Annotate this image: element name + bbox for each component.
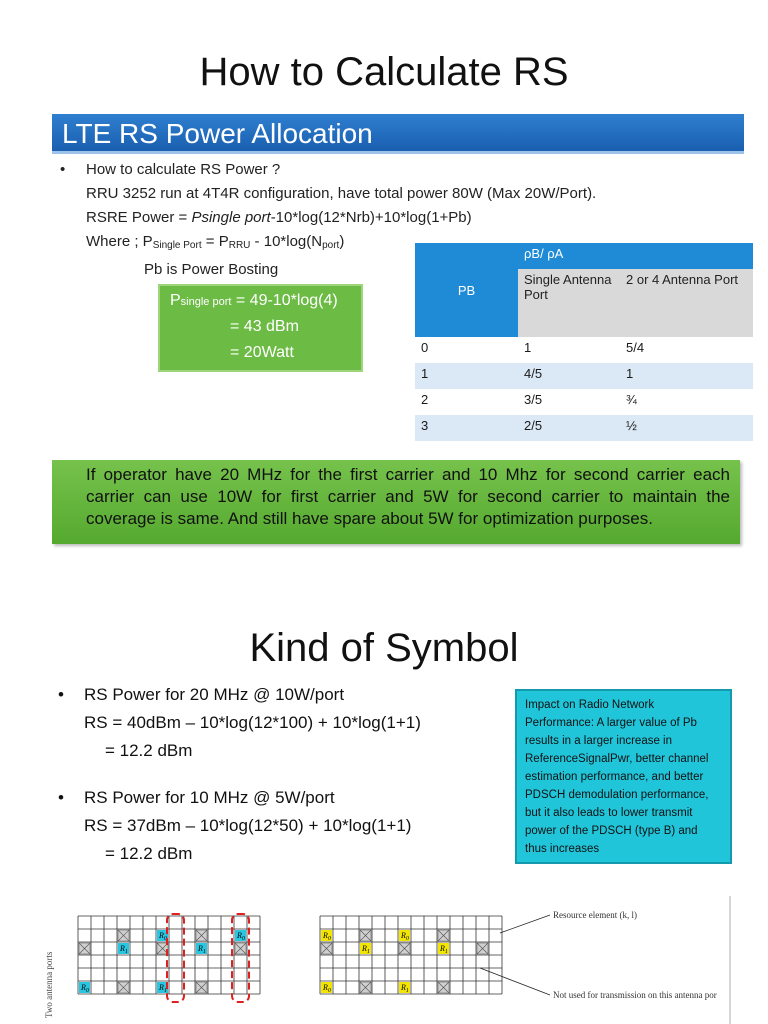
reference-signal-label: $R_0$ [323,931,331,942]
psingle-italic: Psingle port [191,209,271,226]
table-cell: 5/4 [626,340,645,355]
line-rsre-formula [60,206,740,230]
slide-title-1: How to Calculate RS [199,50,569,94]
table-header-single: Single Antenna Port [518,269,620,337]
reference-signal-label: $R_1$ [120,944,128,955]
reference-signal-label: $R_0$ [237,931,245,942]
bullet-icon: • [60,161,66,178]
psingle-line-1 [170,292,338,310]
sub-port: port [322,240,340,251]
reference-signal-label: $R_0$ [159,931,167,942]
reference-signal-label: $R_1$ [440,944,448,955]
where-close: ) [339,233,345,250]
resource-grid-left [40,888,270,1024]
example-20mhz-result: = 12.2 dBm [105,741,193,760]
table-row [415,389,753,415]
resource-grid-right [315,888,745,1024]
table-header-pb: PB [415,243,518,337]
example-20mhz-title: RS Power for 20 MHz @ 10W/port [84,685,345,704]
p-symbol: P [170,292,181,309]
example-20mhz-formula: RS = 40dBm – 10*log(12*100) + 10*log(1+1) [84,713,421,732]
reference-signal-label: $R_0$ [81,983,89,994]
table-cell: 0 [421,340,429,355]
table-cell: 2 [421,392,429,407]
psingle-line-3: = 20Watt [230,344,294,361]
dashed-highlight [232,914,249,1002]
line-pb-def: Pb is Power Bosting [144,261,279,278]
sub-single-port: Single Port [152,240,202,251]
grid-lines [320,916,502,994]
rsre-rest: -10*log(12*Nrb)+10*log(1+Pb) [270,209,472,226]
table-cell: 1 [524,340,532,355]
reference-signal-label: $R_1$ [198,944,206,955]
dashed-highlight [167,914,184,1002]
where-text: Where ; P [86,233,153,250]
sub-rru: RRU [228,240,251,251]
table-row [415,337,753,363]
reference-signal-label: $R_1$ [159,983,167,994]
resource-element-annotation: Resource element (k, l) [553,910,637,920]
annotation-arrow [500,915,550,933]
where-log: - 10*log(N [250,233,323,250]
table-cell: 1 [626,366,634,381]
table-header-multi: 2 or 4 Antenna Port [620,269,753,337]
antenna-ports-label: Two antenna ports [44,951,54,1018]
annotation-arrow [480,968,550,995]
bullet-icon: • [58,788,64,807]
slide-title-2: Kind of Symbol [249,626,519,670]
p-subscript: single port [180,296,232,308]
table-row [415,415,753,441]
example-10mhz-formula: RS = 37dBm – 10*log(12*50) + 10*log(1+1) [84,816,412,835]
section-header: LTE RS Power Allocation [52,114,744,154]
psingle-calc-box [158,284,363,372]
example-10mhz-title: RS Power for 10 MHz @ 5W/port [84,788,335,807]
table-row [415,363,753,389]
unused-annotation: Not used for transmission on this antenna por [553,990,717,1000]
reference-signal-label: $R_0$ [323,983,331,994]
table-cell: 3/5 [524,392,543,407]
where-eq: = P [201,233,229,250]
psingle-line-2: = 43 dBm [230,318,299,335]
table-cell: ½ [626,418,637,433]
table-cell: ¾ [626,392,637,407]
table-header-ratio: ρB/ ρA [518,243,753,269]
table-cell: 2/5 [524,418,543,433]
carrier-note-bar: If operator have 20 MHz for the first carrier and 10 Mhz for second carrier each carrier can use 10W for first carrier and 5W for second carrier to maintain the coverage is same. And still have spare about 5W for optimization purposes. [52,460,740,544]
rsre-text: RSRE Power = [86,209,192,226]
reference-signal-label: $R_1$ [362,944,370,955]
line-rru-config: RRU 3252 run at 4T4R configuration, have total power 80W (Max 20W/Port). [86,185,597,202]
bullet-icon: • [58,685,64,704]
impact-note-box: Impact on Radio Network Performance: A larger value of Pb results in a larger increase in ReferenceSignalPwr, better channel estimation performance, and better PDSCH demodulation performance, but it also leads to lower transmit power of the PDSCH (type B) and thus increases [515,689,732,864]
table-cell: 4/5 [524,366,543,381]
table-cell: 3 [421,418,429,433]
line-how-to: How to calculate RS Power ? [86,161,281,178]
table-cell: 1 [421,366,429,381]
example-10mhz-result: = 12.2 dBm [105,844,193,863]
pb-ratio-table [415,243,753,441]
psingle-formula: = 49-10*log(4) [231,292,338,309]
reference-signal-label: $R_1$ [401,983,409,994]
reference-signal-label: $R_0$ [401,931,409,942]
